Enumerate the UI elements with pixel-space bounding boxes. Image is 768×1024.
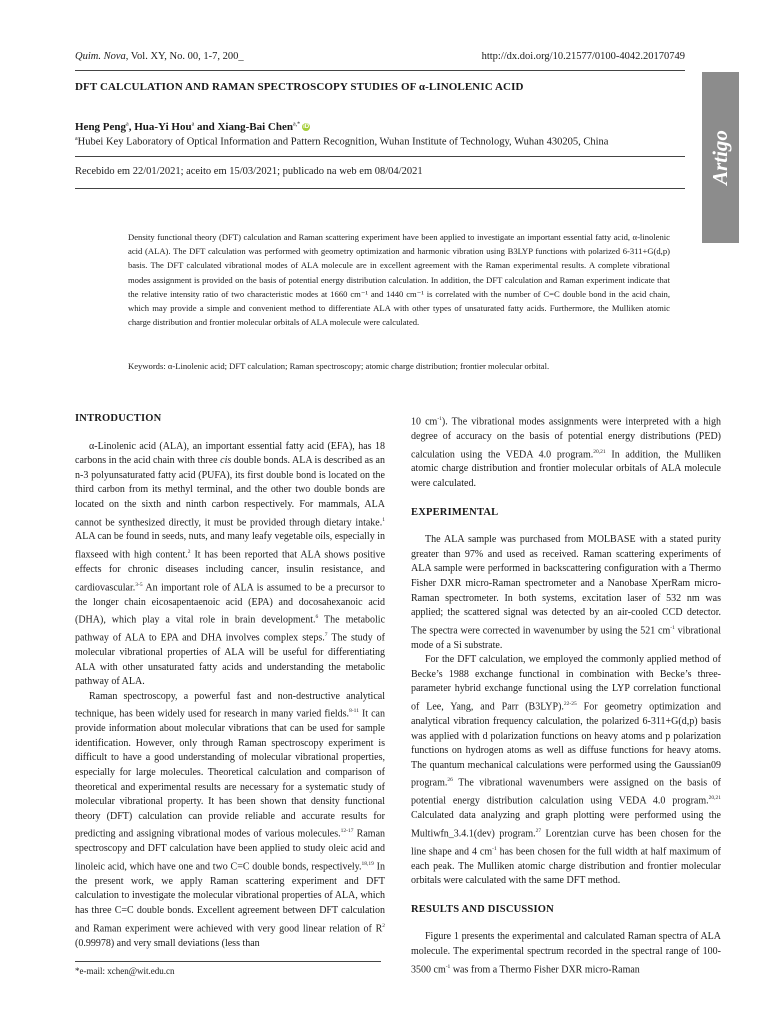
abstract: Density functional theory (DFT) calculation and Raman scattering experiment have been applied to investigate an important essential fatty acid, α-linolenic acid (ALA). The DFT calculation was performed with geometry optimization and harmonic vibration using B3LYP functions with polarized 6-311+G(d,p) basis. The DFT calculated vibrational modes of ALA molecule are in excellent agreement with the Raman experimental results. A complete vibrational modes assignment is provided on the basis of potential energy distribution calculation. In addition, the DFT calculation and Raman experiment indicate that the relative intensity ratio of two characteristic modes at 1660 cm⁻¹ and 1440 cm⁻¹ is correlated with the number of C=C double bond in the acid chain, which may provide a simple and convenient method to differentiate ALA with other types of unsaturated fatty acids. Furthermore, the Mulliken atomic charge distribution and frontier molecular orbitals of ALA molecule were calculated. xyxy=(128,232,670,328)
experimental-paragraph-2: For the DFT calculation, we employed the commonly applied method of Becke’s 1988 exchange functional in combination with Becke’s three-parameter hybrid exchange functional using the LYP correlation functional of Lee, Yang, and Parr (B3LYP).$^{22-25}$ For geometry optimization and analytical vibration frequency calculation, the polarized 6-311+G(d,p) basis was applied with d polarization functions on heavy atoms and p polarization functions on hydrogen atoms as well as diffuse functions for heavy atoms. The quantum mechanical calculations were performed using the Gaussian09 program.$^{26}$ The vibrational wavenumbers were assigned on the basis of potential energy distribution calculation using VEDA 4.0 program.$^{20,21}$ Calculated data analyzing and graph plotting were performed using the Multiwfn_3.4.1(dev) program.$^{27}$ Lorentzian curve has been chosen for the line shape and 4 $cm^{-1}$ has been chosen for the full width at half maximum of each peak. The Mulliken atomic charge distribution and frontier molecular orbitals were calculated with the same DFT method. xyxy=(411,654,721,887)
article-type-label: Artigo xyxy=(708,130,733,185)
experimental-paragraph-1: The ALA sample was purchased from MOLBASE with a stated purity greater than 97% and used as received. Raman scattering experiments of ALA sample were performed in backscattering configuration with a Thermo Fisher DXR micro-Raman spectrometer and a Nanobase XperRam micro-Raman spectrometer. In both systems, excitation laser of 532 nm was applied; the scattered signal was detected by an air-cooled CCD detector. The spectra were corrected in wavenumber by using the 521 $cm^{-1}$ vibrational mode of a Si substrate. xyxy=(411,534,721,651)
author-1: Heng Peng xyxy=(75,121,127,133)
keywords: Keywords: α-Linolenic acid; DFT calculation; Raman spectroscopy; atomic charge distribution; frontier molecular orbital. xyxy=(128,361,550,371)
right-column xyxy=(411,412,721,978)
left-column xyxy=(75,412,385,951)
affiliation-rule xyxy=(75,156,685,157)
author-3: and Xiang-Bai Chen xyxy=(194,121,293,133)
affiliation-marker: a xyxy=(75,136,78,142)
affiliation xyxy=(75,136,608,148)
footnote-rule xyxy=(75,961,381,962)
author-2: , Hua-Yi Hou xyxy=(128,121,192,133)
journal-name: Quim. Nova xyxy=(75,51,126,62)
author-1-affil: a xyxy=(126,121,129,128)
dates-rule xyxy=(75,188,685,189)
running-header xyxy=(75,51,685,62)
doi-link[interactable]: http://dx.doi.org/10.21577/0100-4042.20170749 xyxy=(481,51,685,62)
section-heading-results: RESULTS AND DISCUSSION xyxy=(411,903,554,915)
citation-volume: , Vol. XY, No. 00, 1-7, 200_ xyxy=(125,51,244,62)
orcid-icon[interactable]: iD xyxy=(303,124,310,130)
section-heading-introduction: INTRODUCTION xyxy=(75,413,162,424)
corresponding-email[interactable]: *e-mail: xchen@wit.edu.cn xyxy=(75,966,175,976)
header-rule xyxy=(75,70,685,71)
article-title: DFT CALCULATION AND RAMAN SPECTROSCOPY STUDIES OF α-LINOLENIC ACID xyxy=(75,81,524,93)
intro-paragraph-1: α-Linolenic acid (ALA), an important essential fatty acid (EFA), has 18 carbons in the acid chain with three cis double bonds. ALA is described as an n-3 polyunsaturated fatty acid (PUFA), its first double bond is located on the third carbon from its methyl terminal, and the other two double bonds are located on the sixth and ninth carbon respectively. For mammals, ALA cannot be synthesized directly, it must be provided through dietary intake.$^1$ ALA can be found in seeds, nuts, and many leafy vegetable oils, especially in flaxseed with high content.$^2$ It has been reported that ALA shows positive effects for chronic diseases including cancer, insulin resistance, and cardiovascular.$^{3-5}$ An important role of ALA is assumed to be a precursor to the longer chain eicosapentaenoic acid (EPA) and docosahexanoic acid (DHA), which play a vital role in brain development.$^6$ The metabolic pathway of ALA to EPA and DHA involves complex steps.$^7$ The study of molecular vibrational properties of ALA will be useful for differentiating ALA with other unsaturated fatty acids and understanding the metabolic pathway of ALA. xyxy=(75,440,386,688)
results-paragraph-1: Figure 1 presents the experimental and calculated Raman spectra of ALA molecule. The experimental spectrum recorded in the spectral range of 100-3500 $cm^{-1}$ was from a Thermo Fisher DXR micro-Raman xyxy=(411,931,721,975)
publication-dates: Recebido em 22/01/2021; aceito em 15/03/2021; publicado na web em 08/04/2021 xyxy=(75,166,423,177)
article-type-tab xyxy=(702,72,739,243)
author-3-affil: a,* xyxy=(292,121,301,128)
intro-paragraph-2: Raman spectroscopy, a powerful fast and non-destructive analytical technique, has been widely used for research in many varied fields.$^{8-11}$ It can provide information about molecular vibrations that can be used for sample identification. However, only through Raman spectroscopy experiment is difficult to have a good understanding of molecular vibrational properties, especially for large molecules. Theoretical calculation and comparison of theoretical and experimental results are necessary for a systematic study of molecular vibrational property. It has been shown that density functional theory (DFT) calculation can provide reliable and accurate results for predicting and assigning vibrational modes of various molecules.$^{12-17}$ Raman spectroscopy and DFT calculation have been applied to study oleic acid and linoleic acid, which have one and two C=C double bonds, respectively.$^{18,19}$ In the present work, we apply Raman scattering experiment and DFT calculation to investigate the molecular vibrational properties of ALA, which has three C=C double bonds. Excellent agreement between DFT calculation and Raman experiment were achieved with very good linear relation of $R^2$ (0.99978) and very small deviations (less than xyxy=(75,690,386,949)
author-list xyxy=(75,121,310,133)
section-heading-experimental: EXPERIMENTAL xyxy=(411,506,499,518)
journal-citation xyxy=(75,51,244,62)
author-2-affil: a xyxy=(191,121,195,128)
intro-paragraph-continued: 10 $cm^{-1}$). The vibrational modes assignments were interpreted with a high degree of accuracy on the basis of potential energy distributions (PED) calculation using the VEDA 4.0 program.$^{20,21}$ In addition, the Mulliken atomic charge distribution and frontier molecular orbitals of ALA molecule were calculated. xyxy=(411,416,721,490)
affiliation-text: Hubei Key Laboratory of Optical Information and Pattern Recognition, Wuhan Institute of Technology, Wuhan 430205, China xyxy=(77,136,609,148)
